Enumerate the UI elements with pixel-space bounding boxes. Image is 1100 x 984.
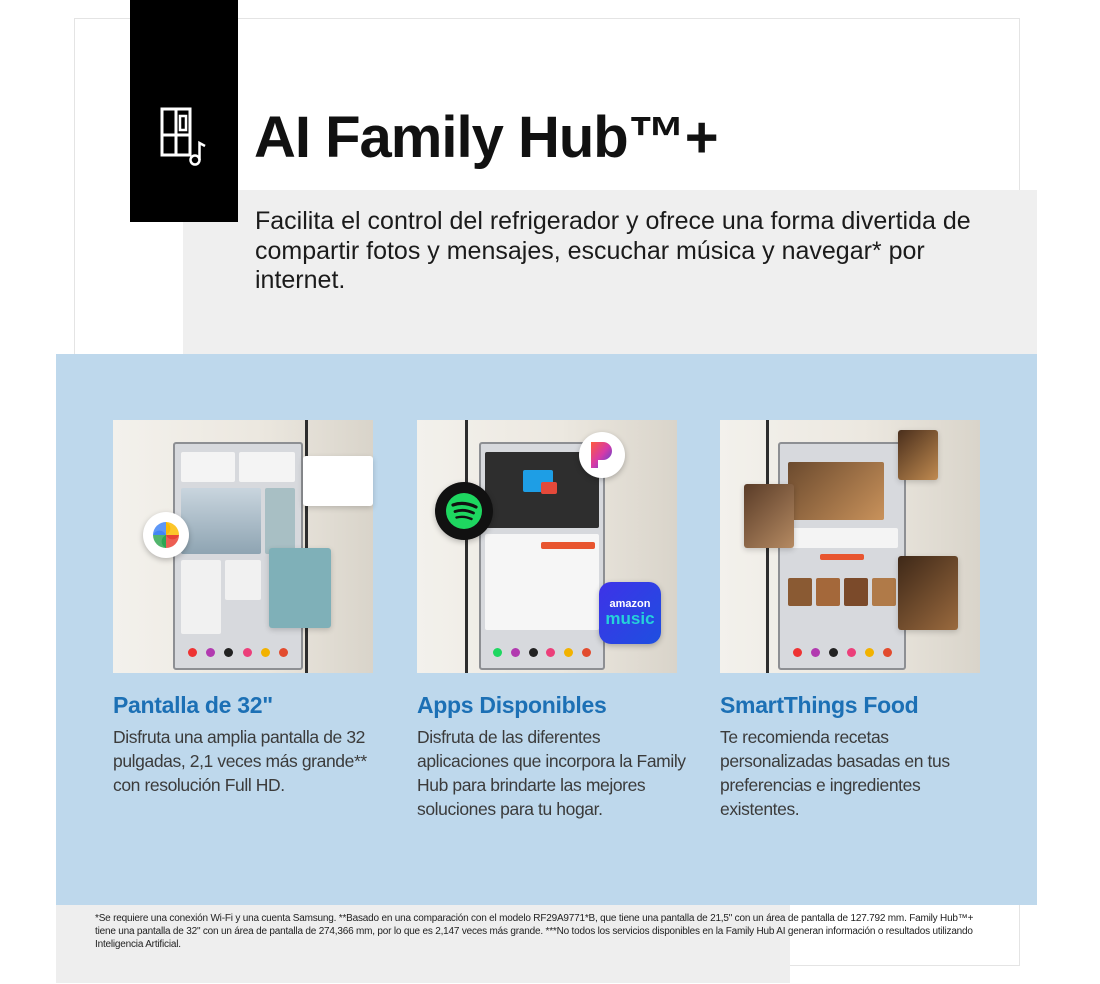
fridge-screen: [479, 442, 605, 670]
google-photos-icon: [143, 512, 189, 558]
recipe-photo-left: [744, 484, 794, 548]
recipe-photo-top: [898, 430, 938, 480]
feature-card-apps: [417, 420, 686, 819]
feature-image-apps: [417, 420, 677, 673]
page-subtitle: Facilita el control del refrigerador y ofrece una forma divertida de compartir fotos y mensajes, escuchar música y navegar* por internet.: [255, 207, 971, 294]
feature-card-screen: [113, 420, 373, 795]
amazon-music-icon: [599, 582, 661, 644]
footnote: *Se requiere una conexión Wi-Fi y una cuenta Samsung. **Basado en una comparación con el modelo RF29A9771*B, que tiene una pantalla de 21,5" con un área de pantalla de 127.792 mm. Family Hub™+ tiene una pantalla de 32" con un área de pantalla de 274,366 mm, por lo que es 2,147 veces más grande. ***No todos los servicios disponibles en la Family Hub AI generan información o resultados utilizando Inteligencia Artificial.: [95, 913, 974, 950]
amazon-music-label-top: amazon: [609, 598, 651, 610]
recipe-photo-right: [898, 556, 958, 630]
photo-widget: [269, 548, 331, 628]
pandora-icon: [579, 432, 625, 478]
feature-card-food: [720, 420, 980, 819]
calendar-widget: [303, 456, 373, 506]
logo-block: [130, 0, 238, 222]
feature-title: SmartThings Food: [720, 692, 919, 718]
fridge-screen: [778, 442, 906, 670]
fridge-door-gap: [465, 420, 468, 673]
feature-description: Disfruta una amplia pantalla de 32 pulgadas, 2,1 veces más grande** con resolución Full HD.: [113, 727, 367, 795]
spotify-icon: [435, 482, 493, 540]
feature-image-screen: [113, 420, 373, 673]
page-title: AI Family Hub™+: [254, 105, 718, 170]
feature-title: Pantalla de 32": [113, 692, 273, 718]
feature-title: Apps Disponibles: [417, 692, 607, 718]
amazon-music-label-bottom: music: [605, 609, 655, 628]
feature-description: Te recomienda recetas personalizadas basadas en tus preferencias e ingredientes existentes.: [720, 727, 950, 819]
feature-image-food: [720, 420, 980, 673]
fridge-music-icon: [159, 105, 209, 167]
feature-description: Disfruta de las diferentes aplicaciones que incorpora la Family Hub para brindarte las mejores soluciones para tu hogar.: [417, 727, 686, 819]
